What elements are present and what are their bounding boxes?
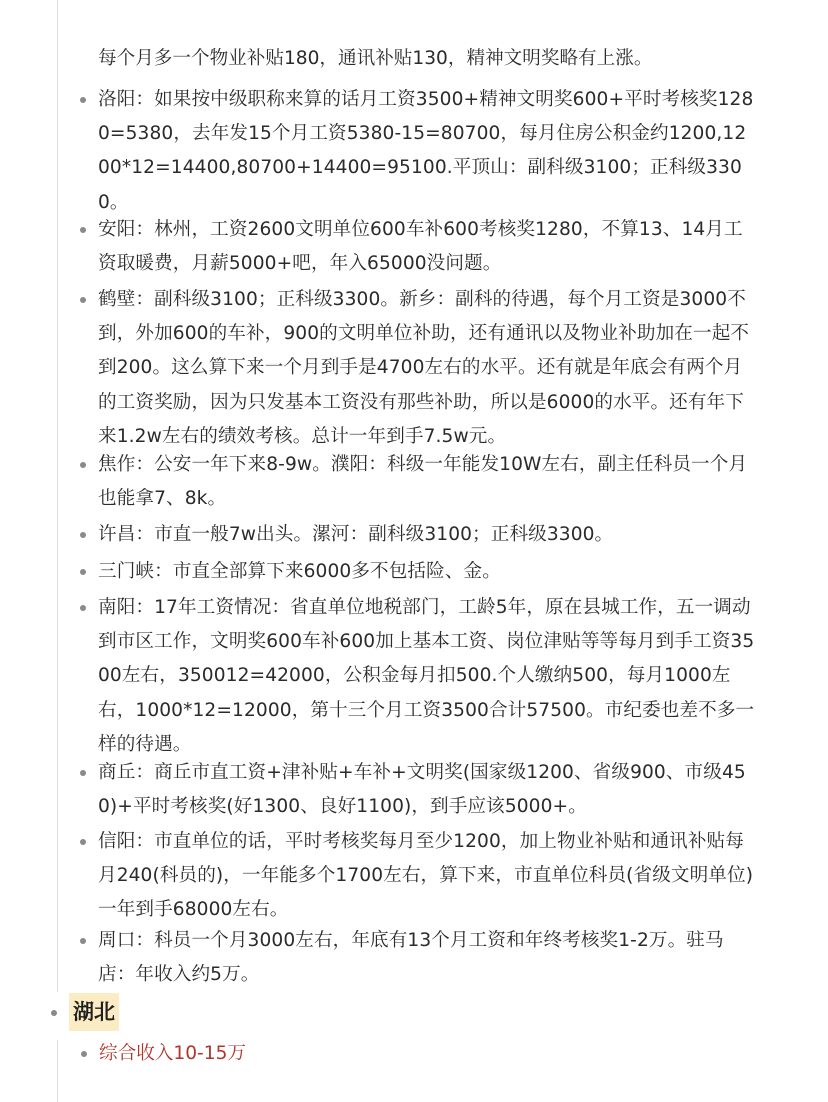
bullet-icon [80, 462, 86, 468]
list-item-xinyang [98, 825, 758, 928]
indent-guide-line [57, 0, 58, 992]
list-item-sanmenxia [98, 555, 758, 589]
list-item-text: 安阳：林州，工资2600文明单位600车补600考核奖1280，不算13、14月工资取暖费，月薪5000+吧，年入65000没问题。 [98, 219, 743, 275]
bullet-icon [80, 297, 86, 303]
bullet-icon [80, 605, 86, 611]
bullet-icon [80, 770, 86, 776]
list-item-anyang [98, 213, 758, 281]
list-item-text: 三门峡：市直全部算下来6000多不包括险、金。 [98, 561, 501, 582]
bullet-icon [80, 569, 86, 575]
list-item-text: 焦作：公安一年下来8-9w。濮阳：科级一年能发10W左右，副主任科员一个月也能拿7、8k。 [98, 454, 748, 510]
list-item-text: 信阳：市直单位的话，平时考核奖每月至少1200，加上物业补贴和通讯补贴每月240(科员的)，一年能多个1700左右，算下来，市直单位科员(省级文明单位)一年到手68000左右。 [98, 831, 754, 921]
list-item-luoyang [98, 83, 758, 220]
list-item-text: 南阳：17年工资情况：省直单位地税部门，工龄5年，原在县城工作，五一调动到市区工作，文明奖600车补600加上基本工资、岗位津贴等等每月到手工资3500左右，350012=42000，公积金每月扣500.个人缴纳500，每月1000左右，1000*12=12000，第十三个月工资3500合计57500。市纪委也差不多一样的待遇。 [98, 597, 755, 755]
province-summary-text: 综合收入10-15万 [99, 1043, 246, 1064]
list-item-zhoukou [98, 924, 758, 992]
bullet-icon [80, 938, 86, 944]
list-item-text: 鹤壁：副科级3100；正科级3300。新乡：副科的待遇，每个月工资是3000不到，外加600的车补，900的文明单位补助，还有通讯以及物业补助加在一起不到200。这么算下来一个月到手是4700左右的水平。还有就是年底会有两个月的工资奖励，因为只发基本工资没有那些补助，所以是6000的水平。还有年下来1.2w左右的绩效考核。总计一年到手7.5w元。 [98, 289, 750, 447]
list-item-xuchang [98, 518, 758, 552]
indent-guide-line-lower [57, 1040, 58, 1102]
bullet-icon [80, 839, 86, 845]
bullet-icon [80, 532, 86, 538]
bullet-icon [80, 227, 86, 233]
list-item-text: 洛阳：如果按中级职称来算的话月工资3500+精神文明奖600+平时考核奖1280=5380，去年发15个月工资5380-15=80700，每月住房公积金约1200,1200*12=14400,80700+14400=95100.平顶山：副科级3100；正科级3300。 [98, 89, 754, 213]
province-bullet-icon [51, 1010, 57, 1016]
list-item-hebi [98, 283, 758, 454]
bullet-icon [80, 97, 86, 103]
sub-bullet-icon [81, 1051, 87, 1057]
list-item-text: 周口：科员一个月3000左右，年底有13个月工资和年终考核奖1-2万。驻马店：年收入约5万。 [98, 930, 724, 986]
province-heading-hubei: 湖北 [69, 993, 119, 1031]
list-item-shangqiu [98, 756, 758, 824]
list-item-text: 商丘：商丘市直工资+津补贴+车补+文明奖(国家级1200、省级900、市级450)+平时考核奖(好1300、良好1100)，到手应该5000+。 [98, 762, 746, 818]
list-item-nanyang [98, 591, 758, 762]
continued-text-line: 每个月多一个物业补贴180，通讯补贴130，精神文明奖略有上涨。 [98, 48, 653, 69]
list-item-text: 许昌：市直一般7w出头。漯河：副科级3100；正科级3300。 [98, 524, 614, 545]
list-item-jiaozuo [98, 448, 758, 516]
